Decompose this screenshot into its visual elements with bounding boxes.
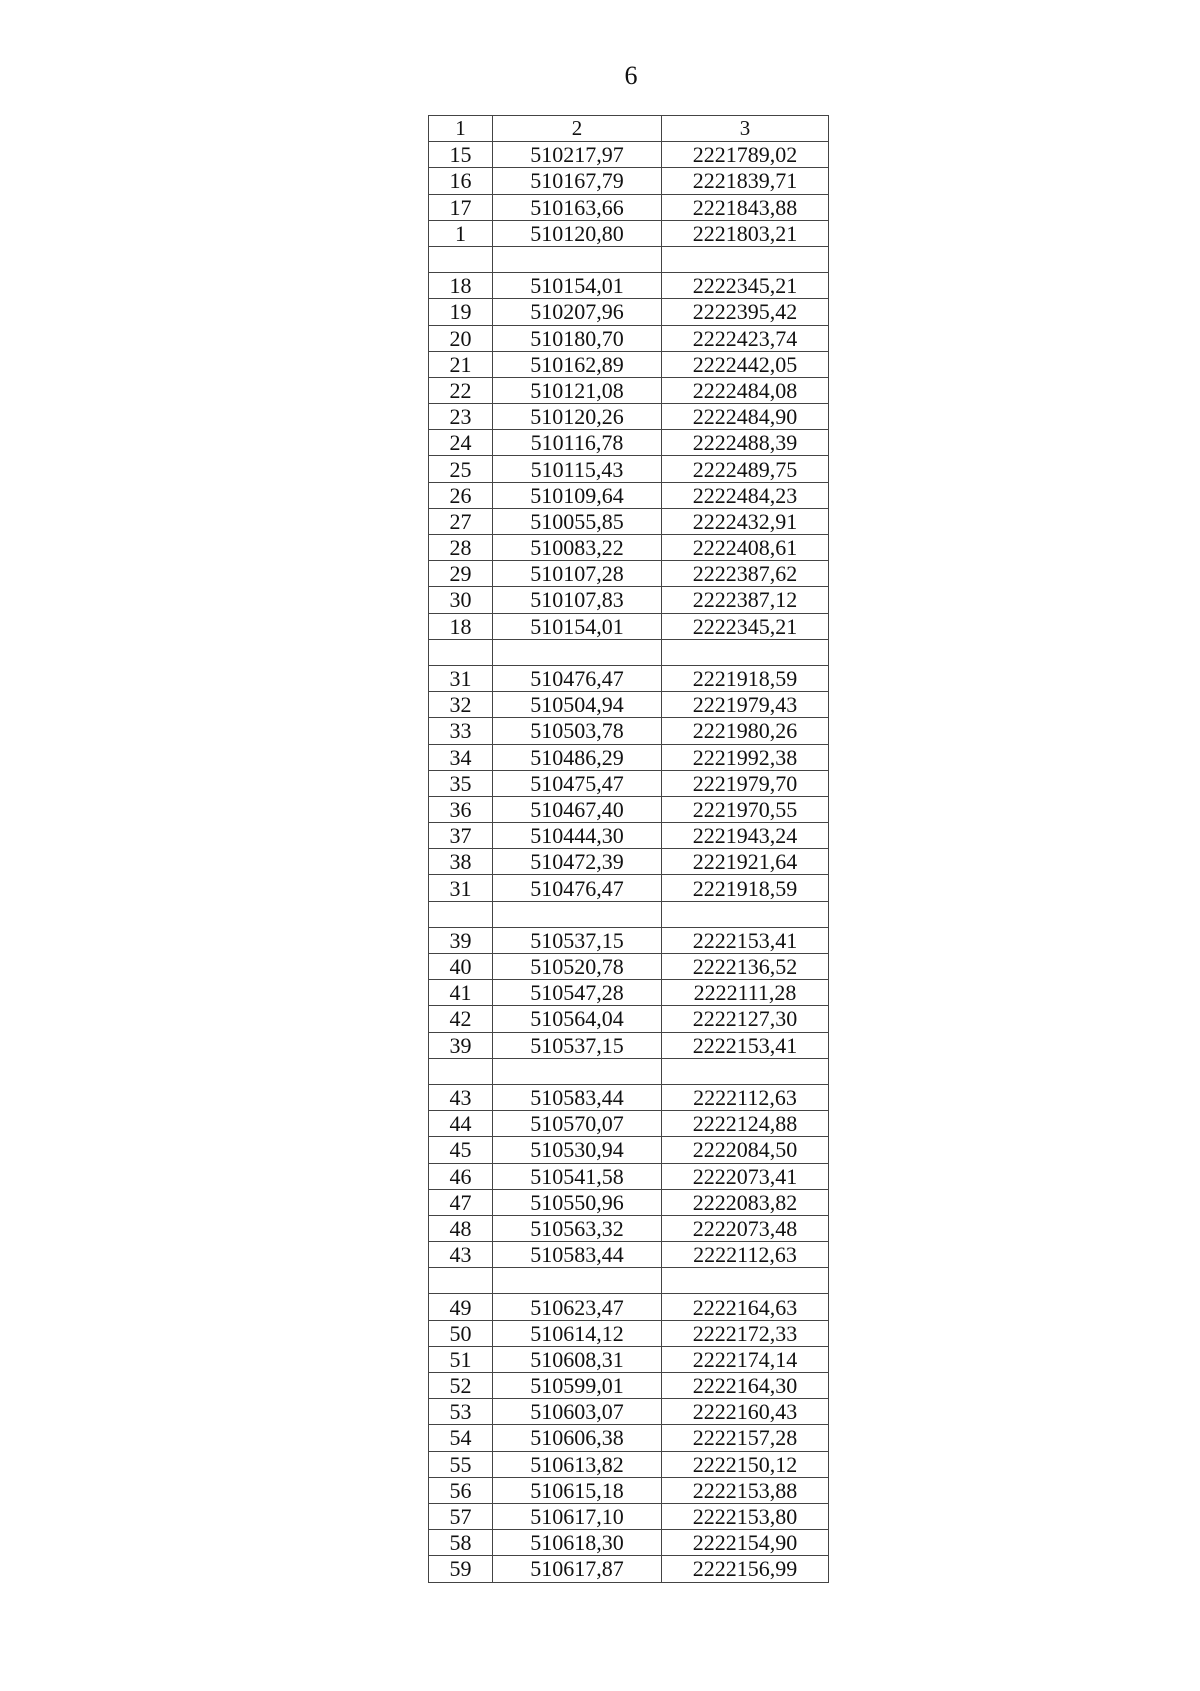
y-coordinate-cell: 2222112,63: [662, 1242, 829, 1268]
table-row: [429, 299, 829, 325]
y-coordinate-cell: 2222160,43: [662, 1399, 829, 1425]
table-row: [429, 1032, 829, 1058]
table-row: [429, 1294, 829, 1320]
y-coordinate-cell: [662, 639, 829, 665]
table-row: [429, 535, 829, 561]
point-number-cell: 16: [429, 168, 493, 194]
table-row: [429, 587, 829, 613]
x-coordinate-cell: 510520,78: [493, 954, 662, 980]
table-separator-row: [429, 246, 829, 272]
y-coordinate-cell: 2222083,82: [662, 1189, 829, 1215]
y-coordinate-cell: 2222156,99: [662, 1556, 829, 1582]
table-row: [429, 927, 829, 953]
point-number-cell: 32: [429, 692, 493, 718]
point-number-cell: 50: [429, 1320, 493, 1346]
x-coordinate-cell: 510154,01: [493, 273, 662, 299]
x-coordinate-cell: 510606,38: [493, 1425, 662, 1451]
point-number-cell: 18: [429, 273, 493, 299]
x-coordinate-cell: 510115,43: [493, 456, 662, 482]
point-number-cell: [429, 1268, 493, 1294]
table-row: [429, 692, 829, 718]
point-number-cell: 1: [429, 220, 493, 246]
point-number-cell: 44: [429, 1111, 493, 1137]
x-coordinate-cell: 510107,28: [493, 561, 662, 587]
y-coordinate-cell: 2221943,24: [662, 823, 829, 849]
point-number-cell: 24: [429, 430, 493, 456]
y-coordinate-cell: [662, 1268, 829, 1294]
table-row: [429, 168, 829, 194]
point-number-cell: 38: [429, 849, 493, 875]
y-coordinate-cell: 2222408,61: [662, 535, 829, 561]
point-number-cell: 34: [429, 744, 493, 770]
x-coordinate-cell: [493, 639, 662, 665]
x-coordinate-cell: 510207,96: [493, 299, 662, 325]
x-coordinate-cell: 510599,01: [493, 1373, 662, 1399]
point-number-cell: 35: [429, 770, 493, 796]
x-coordinate-cell: 510613,82: [493, 1451, 662, 1477]
column-header-2: 2: [493, 116, 662, 142]
x-coordinate-cell: 510530,94: [493, 1137, 662, 1163]
table-row: [429, 273, 829, 299]
y-coordinate-cell: 2222164,63: [662, 1294, 829, 1320]
table-row: [429, 482, 829, 508]
y-coordinate-cell: 2221979,43: [662, 692, 829, 718]
table-row: [429, 1477, 829, 1503]
table-row: [429, 613, 829, 639]
point-number-cell: 15: [429, 142, 493, 168]
x-coordinate-cell: 510618,30: [493, 1530, 662, 1556]
point-number-cell: 48: [429, 1215, 493, 1241]
point-number-cell: 46: [429, 1163, 493, 1189]
coordinates-table: [428, 115, 829, 1583]
point-number-cell: 29: [429, 561, 493, 587]
y-coordinate-cell: 2222387,62: [662, 561, 829, 587]
table-row: [429, 875, 829, 901]
y-coordinate-cell: 2222154,90: [662, 1530, 829, 1556]
x-coordinate-cell: 510055,85: [493, 508, 662, 534]
x-coordinate-cell: 510162,89: [493, 351, 662, 377]
point-number-cell: 55: [429, 1451, 493, 1477]
x-coordinate-cell: 510163,66: [493, 194, 662, 220]
y-coordinate-cell: 2221839,71: [662, 168, 829, 194]
x-coordinate-cell: 510541,58: [493, 1163, 662, 1189]
point-number-cell: 59: [429, 1556, 493, 1582]
point-number-cell: 40: [429, 954, 493, 980]
x-coordinate-cell: 510476,47: [493, 875, 662, 901]
table-row: [429, 1346, 829, 1372]
table-row: [429, 954, 829, 980]
point-number-cell: 31: [429, 665, 493, 691]
point-number-cell: 18: [429, 613, 493, 639]
x-coordinate-cell: 510608,31: [493, 1346, 662, 1372]
point-number-cell: 36: [429, 796, 493, 822]
point-number-cell: 37: [429, 823, 493, 849]
point-number-cell: 19: [429, 299, 493, 325]
x-coordinate-cell: 510467,40: [493, 796, 662, 822]
y-coordinate-cell: 2222136,52: [662, 954, 829, 980]
y-coordinate-cell: 2222153,41: [662, 1032, 829, 1058]
point-number-cell: 49: [429, 1294, 493, 1320]
table-row: [429, 220, 829, 246]
x-coordinate-cell: 510120,80: [493, 220, 662, 246]
point-number-cell: 39: [429, 927, 493, 953]
point-number-cell: 30: [429, 587, 493, 613]
x-coordinate-cell: 510537,15: [493, 1032, 662, 1058]
column-header-3: 3: [662, 116, 829, 142]
y-coordinate-cell: 2222484,90: [662, 404, 829, 430]
x-coordinate-cell: 510217,97: [493, 142, 662, 168]
y-coordinate-cell: 2222111,28: [662, 980, 829, 1006]
y-coordinate-cell: 2221979,70: [662, 770, 829, 796]
y-coordinate-cell: 2222157,28: [662, 1425, 829, 1451]
point-number-cell: 21: [429, 351, 493, 377]
table-row: [429, 1084, 829, 1110]
table-row: [429, 351, 829, 377]
x-coordinate-cell: 510617,10: [493, 1503, 662, 1529]
y-coordinate-cell: 2222073,48: [662, 1215, 829, 1241]
y-coordinate-cell: 2222387,12: [662, 587, 829, 613]
point-number-cell: 28: [429, 535, 493, 561]
point-number-cell: 43: [429, 1084, 493, 1110]
table-row: [429, 1242, 829, 1268]
y-coordinate-cell: 2222112,63: [662, 1084, 829, 1110]
table-row: [429, 1399, 829, 1425]
table-separator-row: [429, 1268, 829, 1294]
y-coordinate-cell: 2221789,02: [662, 142, 829, 168]
point-number-cell: 17: [429, 194, 493, 220]
y-coordinate-cell: 2222488,39: [662, 430, 829, 456]
table-row: [429, 142, 829, 168]
x-coordinate-cell: 510570,07: [493, 1111, 662, 1137]
table-row: [429, 1320, 829, 1346]
table-row: [429, 665, 829, 691]
x-coordinate-cell: 510116,78: [493, 430, 662, 456]
x-coordinate-cell: [493, 1058, 662, 1084]
table-row: [429, 1530, 829, 1556]
x-coordinate-cell: 510444,30: [493, 823, 662, 849]
y-coordinate-cell: [662, 901, 829, 927]
y-coordinate-cell: 2222153,80: [662, 1503, 829, 1529]
table-row: [429, 1189, 829, 1215]
y-coordinate-cell: 2222432,91: [662, 508, 829, 534]
page-number: 6: [624, 61, 638, 90]
y-coordinate-cell: 2222172,33: [662, 1320, 829, 1346]
y-coordinate-cell: 2222174,14: [662, 1346, 829, 1372]
y-coordinate-cell: 2222395,42: [662, 299, 829, 325]
point-number-cell: 57: [429, 1503, 493, 1529]
y-coordinate-cell: 2222484,08: [662, 377, 829, 403]
table-row: [429, 194, 829, 220]
y-coordinate-cell: 2221803,21: [662, 220, 829, 246]
point-number-cell: 22: [429, 377, 493, 403]
x-coordinate-cell: 510083,22: [493, 535, 662, 561]
point-number-cell: 42: [429, 1006, 493, 1032]
y-coordinate-cell: 2221918,59: [662, 665, 829, 691]
table-separator-row: [429, 1058, 829, 1084]
point-number-cell: 20: [429, 325, 493, 351]
x-coordinate-cell: 510476,47: [493, 665, 662, 691]
y-coordinate-cell: 2222423,74: [662, 325, 829, 351]
table-separator-row: [429, 901, 829, 927]
point-number-cell: 51: [429, 1346, 493, 1372]
y-coordinate-cell: 2221970,55: [662, 796, 829, 822]
table-row: [429, 1137, 829, 1163]
x-coordinate-cell: 510486,29: [493, 744, 662, 770]
x-coordinate-cell: 510504,94: [493, 692, 662, 718]
point-number-cell: [429, 1058, 493, 1084]
table-row: [429, 980, 829, 1006]
point-number-cell: 47: [429, 1189, 493, 1215]
y-coordinate-cell: 2221992,38: [662, 744, 829, 770]
y-coordinate-cell: 2222484,23: [662, 482, 829, 508]
y-coordinate-cell: 2221980,26: [662, 718, 829, 744]
y-coordinate-cell: 2222153,41: [662, 927, 829, 953]
x-coordinate-cell: 510167,79: [493, 168, 662, 194]
x-coordinate-cell: 510154,01: [493, 613, 662, 639]
table-row: [429, 1425, 829, 1451]
x-coordinate-cell: 510550,96: [493, 1189, 662, 1215]
table-row: [429, 744, 829, 770]
point-number-cell: [429, 246, 493, 272]
table-row: [429, 823, 829, 849]
y-coordinate-cell: 2222442,05: [662, 351, 829, 377]
point-number-cell: 31: [429, 875, 493, 901]
point-number-cell: 56: [429, 1477, 493, 1503]
point-number-cell: 45: [429, 1137, 493, 1163]
x-coordinate-cell: 510475,47: [493, 770, 662, 796]
table-row: [429, 1215, 829, 1241]
x-coordinate-cell: 510563,32: [493, 1215, 662, 1241]
point-number-cell: 52: [429, 1373, 493, 1399]
y-coordinate-cell: 2222345,21: [662, 613, 829, 639]
x-coordinate-cell: 510503,78: [493, 718, 662, 744]
y-coordinate-cell: 2222164,30: [662, 1373, 829, 1399]
table-row: [429, 561, 829, 587]
table-row: [429, 1373, 829, 1399]
x-coordinate-cell: 510583,44: [493, 1242, 662, 1268]
point-number-cell: 25: [429, 456, 493, 482]
point-number-cell: 54: [429, 1425, 493, 1451]
x-coordinate-cell: 510623,47: [493, 1294, 662, 1320]
table-row: [429, 404, 829, 430]
x-coordinate-cell: [493, 1268, 662, 1294]
x-coordinate-cell: 510109,64: [493, 482, 662, 508]
table-header-row: [429, 116, 829, 142]
y-coordinate-cell: [662, 246, 829, 272]
x-coordinate-cell: 510107,83: [493, 587, 662, 613]
table-row: [429, 325, 829, 351]
x-coordinate-cell: [493, 901, 662, 927]
table-separator-row: [429, 639, 829, 665]
y-coordinate-cell: 2221921,64: [662, 849, 829, 875]
x-coordinate-cell: 510617,87: [493, 1556, 662, 1582]
point-number-cell: 58: [429, 1530, 493, 1556]
x-coordinate-cell: 510120,26: [493, 404, 662, 430]
point-number-cell: 43: [429, 1242, 493, 1268]
table-body: [429, 116, 829, 1583]
x-coordinate-cell: 510614,12: [493, 1320, 662, 1346]
x-coordinate-cell: [493, 246, 662, 272]
y-coordinate-cell: 2222345,21: [662, 273, 829, 299]
table-row: [429, 508, 829, 534]
y-coordinate-cell: 2222153,88: [662, 1477, 829, 1503]
table-row: [429, 1006, 829, 1032]
table-row: [429, 1111, 829, 1137]
y-coordinate-cell: 2222073,41: [662, 1163, 829, 1189]
point-number-cell: [429, 901, 493, 927]
y-coordinate-cell: 2222489,75: [662, 456, 829, 482]
y-coordinate-cell: 2221918,59: [662, 875, 829, 901]
table-row: [429, 849, 829, 875]
table-row: [429, 718, 829, 744]
y-coordinate-cell: 2222150,12: [662, 1451, 829, 1477]
table-row: [429, 796, 829, 822]
x-coordinate-cell: 510180,70: [493, 325, 662, 351]
y-coordinate-cell: 2221843,88: [662, 194, 829, 220]
x-coordinate-cell: 510547,28: [493, 980, 662, 1006]
x-coordinate-cell: 510603,07: [493, 1399, 662, 1425]
point-number-cell: 23: [429, 404, 493, 430]
column-header-1: 1: [429, 116, 493, 142]
table-row: [429, 1451, 829, 1477]
y-coordinate-cell: 2222084,50: [662, 1137, 829, 1163]
table-row: [429, 456, 829, 482]
y-coordinate-cell: 2222124,88: [662, 1111, 829, 1137]
x-coordinate-cell: 510537,15: [493, 927, 662, 953]
x-coordinate-cell: 510564,04: [493, 1006, 662, 1032]
x-coordinate-cell: 510583,44: [493, 1084, 662, 1110]
x-coordinate-cell: 510615,18: [493, 1477, 662, 1503]
point-number-cell: 26: [429, 482, 493, 508]
point-number-cell: 39: [429, 1032, 493, 1058]
y-coordinate-cell: 2222127,30: [662, 1006, 829, 1032]
point-number-cell: 53: [429, 1399, 493, 1425]
table-row: [429, 430, 829, 456]
point-number-cell: 27: [429, 508, 493, 534]
table-row: [429, 1503, 829, 1529]
x-coordinate-cell: 510121,08: [493, 377, 662, 403]
table-row: [429, 770, 829, 796]
table-row: [429, 377, 829, 403]
point-number-cell: [429, 639, 493, 665]
point-number-cell: 33: [429, 718, 493, 744]
x-coordinate-cell: 510472,39: [493, 849, 662, 875]
table-row: [429, 1163, 829, 1189]
point-number-cell: 41: [429, 980, 493, 1006]
y-coordinate-cell: [662, 1058, 829, 1084]
table-row: [429, 1556, 829, 1582]
